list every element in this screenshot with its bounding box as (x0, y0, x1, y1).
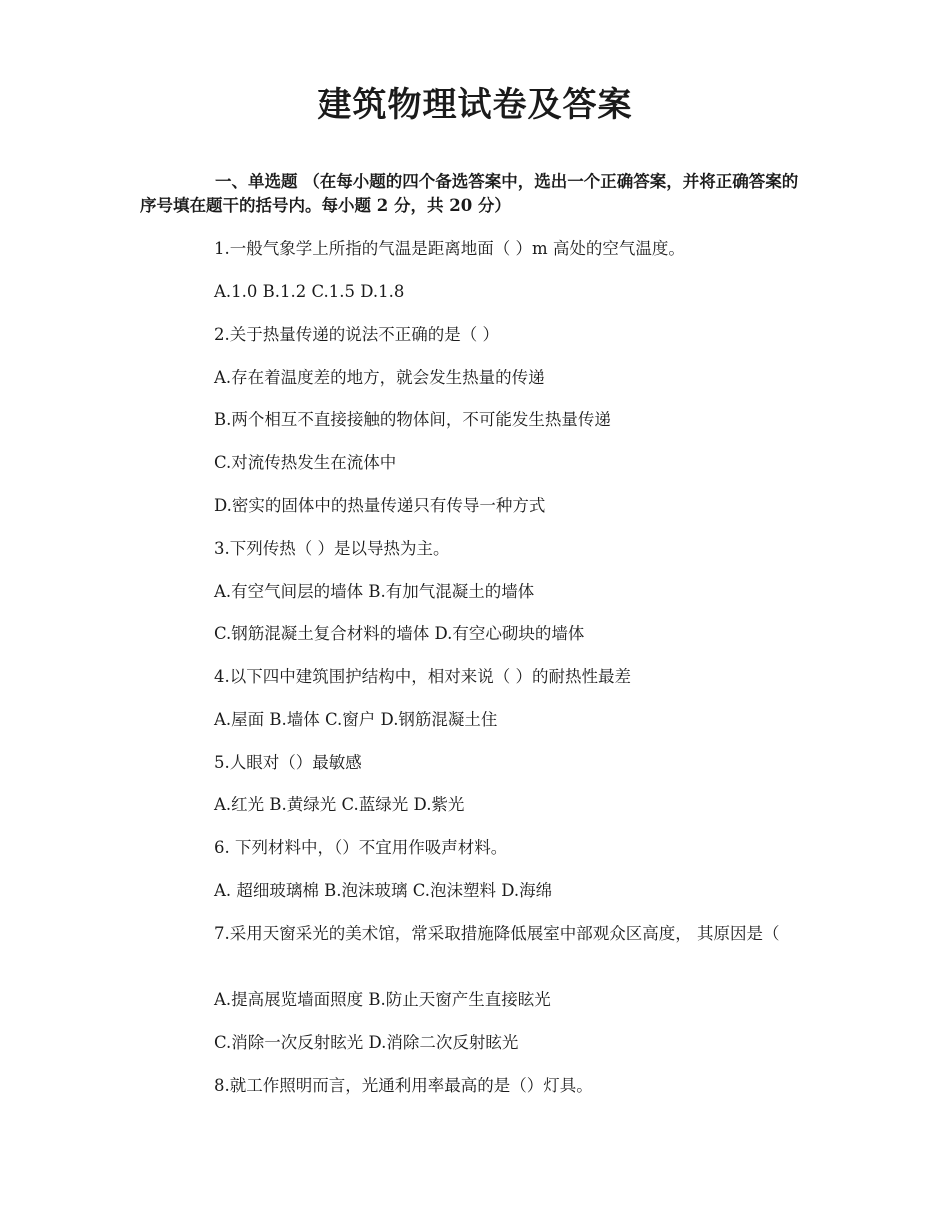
question-1: 1.一般气象学上所指的气温是距离地面（ ）m 高处的空气温度。 (214, 239, 685, 258)
question-2: 2.关于热量传递的说法不正确的是（ ） (214, 325, 499, 344)
document-title: 建筑物理试卷及答案 (317, 85, 633, 125)
question-5: 5.人眼对（）最敏感 (214, 753, 362, 772)
question-4-options: A.屋面 B.墙体 C.窗户 D.钢筋混凝土住 (214, 710, 498, 729)
question-7-options-ab: A.提高展览墙面照度 B.防止天窗产生直接眩光 (214, 990, 551, 1009)
question-8: 8.就工作照明而言，光通利用率最高的是（）灯具。 (214, 1076, 593, 1095)
question-2-option-a: A.存在着温度差的地方，就会发生热量的传递 (214, 368, 545, 387)
question-3: 3.下列传热（ ）是以导热为主。 (214, 539, 450, 558)
question-2-option-b: B.两个相互不直接接触的物体间，不可能发生热量传递 (214, 410, 611, 429)
question-7: 7.采用天窗采光的美术馆，常采取措施降低展室中部观众区高度， 其原因是（ (214, 924, 780, 943)
question-6-options: A. 超细玻璃棉 B.泡沫玻璃 C.泡沫塑料 D.海绵 (214, 881, 553, 900)
question-7-options-cd: C.消除一次反射眩光 D.消除二次反射眩光 (214, 1033, 519, 1052)
question-4: 4.以下四中建筑围护结构中，相对来说（ ）的耐热性最差 (214, 667, 631, 686)
question-6: 6. 下列材料中，（）不宜用作吸声材料。 (214, 838, 508, 857)
question-2-option-d: D.密实的固体中的热量传递只有传导一种方式 (214, 496, 546, 515)
section-header: 一、单选题 （在每小题的四个备选答案中，选出一个正确答案，并将正确答案的序号填在题干的括号内。每小题 2 分，共 20 分） (140, 172, 799, 215)
question-3-options-ab: A.有空气间层的墙体 B.有加气混凝土的墙体 (214, 582, 535, 601)
question-1-options: A.1.0 B.1.2 C.1.5 D.1.8 (214, 282, 405, 301)
question-2-option-c: C.对流传热发生在流体中 (214, 453, 397, 472)
question-3-options-cd: C.钢筋混凝土复合材料的墙体 D.有空心砌块的墙体 (214, 624, 585, 643)
question-5-options: A.红光 B.黄绿光 C.蓝绿光 D.紫光 (214, 795, 465, 814)
